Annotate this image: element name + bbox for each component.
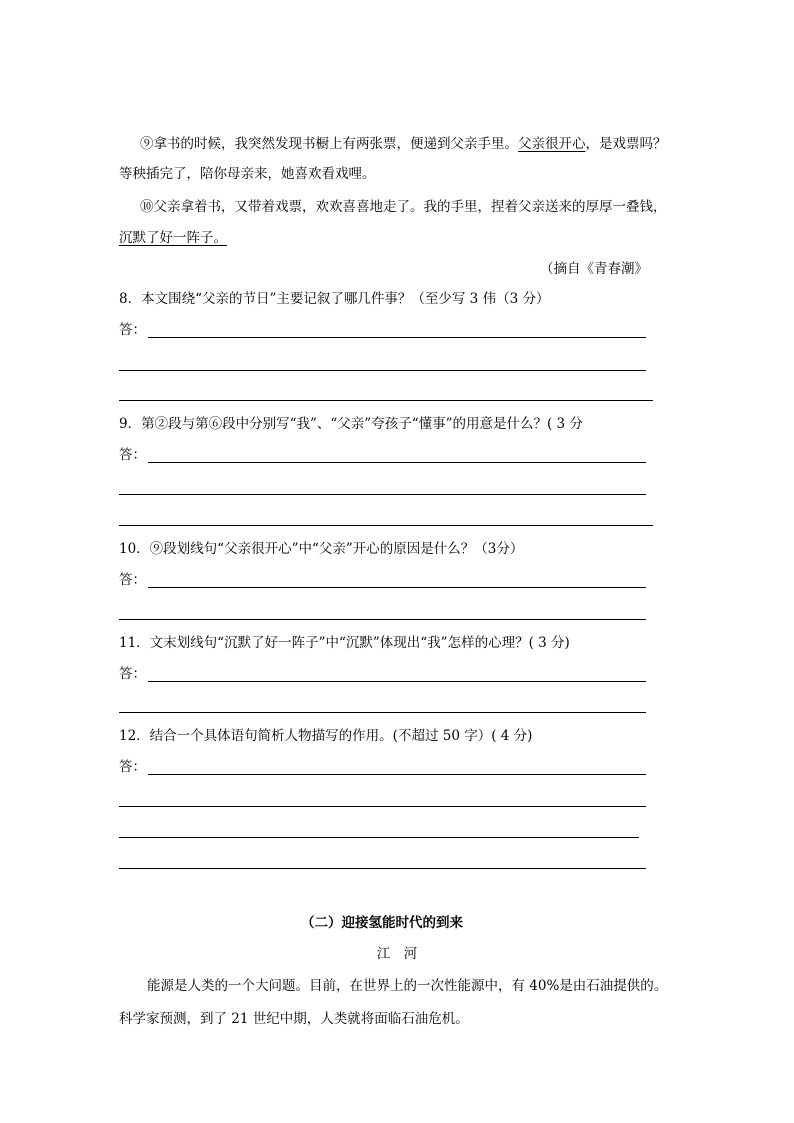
answer-label-12: 答： — [119, 759, 146, 775]
answer-line[interactable] — [119, 525, 653, 526]
question-12: 12．结合一个具体语句简析人物描写的作用。(不超过 50 字）( 4 分) — [119, 728, 533, 744]
para9-line2: 等秧插完了，陪你母亲来，她喜欢看戏哩。 — [119, 166, 376, 182]
question-10: 10．⑨段划线句“父亲很开心”中“父亲”开心的原因是什么？（3分） — [119, 541, 524, 557]
answer-line[interactable] — [119, 712, 646, 713]
answer-line[interactable] — [119, 868, 646, 869]
underlined-sentence-father-happy: 父亲很开心 — [518, 136, 586, 152]
section-para1-line2: 科学家预测，到了 21 世纪中期，人类就将面临石油危机。 — [119, 1011, 469, 1027]
answer-label-10: 答： — [119, 572, 146, 588]
answer-line[interactable] — [119, 806, 646, 807]
answer-line[interactable] — [148, 587, 646, 588]
question-8: 8．本文围绕“父亲的节日”主要记叙了哪几件事？（至少写 3 伟（3 分） — [119, 291, 550, 307]
section-author: 江 河 — [376, 946, 418, 962]
underlined-sentence-silent: 沉默了好一阵子。 — [119, 230, 227, 246]
answer-line[interactable] — [148, 337, 646, 338]
answer-line[interactable] — [119, 837, 639, 838]
answer-label-9: 答： — [119, 447, 146, 463]
answer-line[interactable] — [119, 619, 646, 620]
answer-line[interactable] — [148, 774, 646, 775]
answer-line[interactable] — [119, 494, 646, 495]
para9-text-a: ⑨拿书的时候，我突然发现书橱上有两张票，便递到父亲手里。 — [140, 136, 518, 152]
para9-text-b: ，是戏票吗？ — [585, 136, 667, 152]
question-9: 9．第②段与第⑥段中分别写“我”、“父亲”夸孩子“懂事”的用意是什么？( 3 分 — [119, 416, 583, 432]
answer-label-8: 答： — [119, 322, 146, 338]
answer-line[interactable] — [148, 681, 646, 682]
section-title: （二）迎接氢能时代的到来 — [301, 915, 463, 931]
para10-line1: ⑩父亲拿着书，又带着戏票，欢欢喜喜地走了。我的手里，捏着父亲送来的厚厚一叠钱， — [140, 199, 667, 215]
section-para1-line1: 能源是人类的一个大问题。目前，在世界上的一次性能源中，有 40%是由石油提供的。 — [147, 978, 668, 994]
question-11: 11．文末划线句“沉默了好一阵子”中“沉默”体现出“我”怎样的心理？( 3 分) — [119, 635, 570, 651]
answer-line[interactable] — [148, 462, 646, 463]
answer-line[interactable] — [119, 400, 653, 401]
source-citation: （摘自《青春潮》 — [540, 261, 648, 277]
answer-line[interactable] — [119, 370, 646, 371]
answer-label-11: 答： — [119, 666, 146, 682]
para9-line1 — [140, 134, 667, 154]
